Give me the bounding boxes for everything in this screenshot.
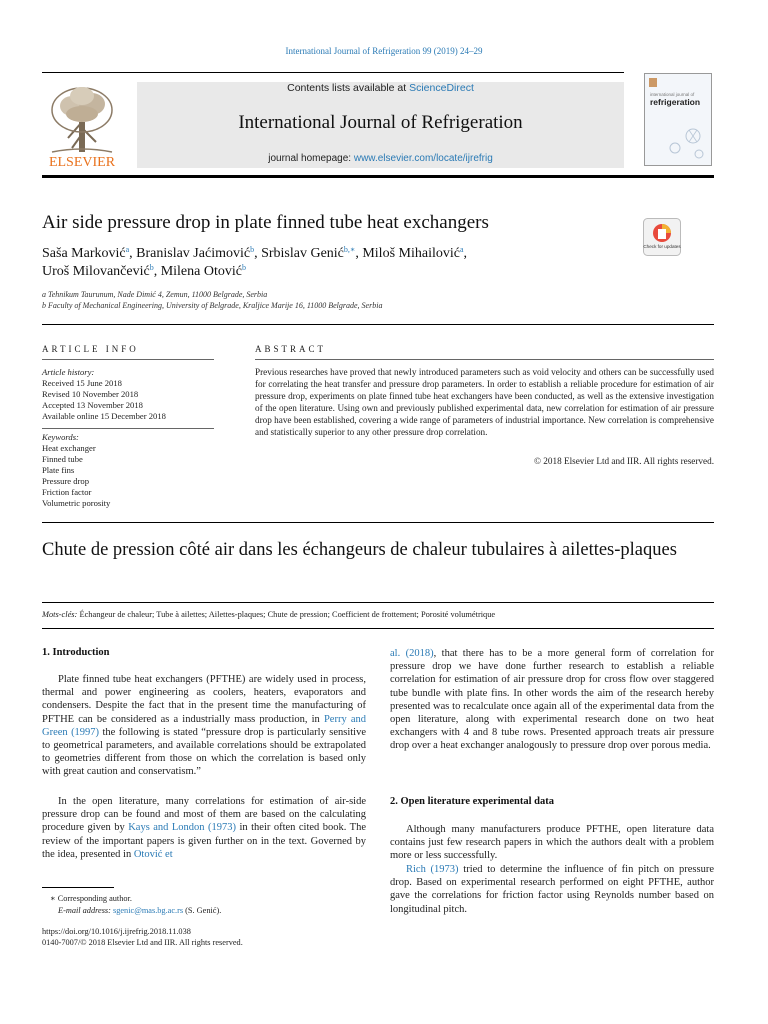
section-1-heading: 1. Introduction — [42, 647, 110, 658]
intro-paragraph-continued: al. (2018), that there has to be a more general form of correlation for pressure drop we have done further research to establish a reliable correlation for estimation of air pressure drop for cross flow over staggered tube bundle with plate fins. In other words the aim of the research hereby presented was to recalculate once again all of the experimental data from the open literature, along with experimental research done on two heat exchangers with 4 and 8 tube rows. Presented approach treats air pressure drop over a heat exchanger analogously to pressure drop over porous media. — [390, 648, 714, 752]
authors-line-2: Uroš Milovančević$^b$, Milena Otović$^b$ — [42, 263, 246, 279]
sciencedirect-link[interactable]: ScienceDirect — [409, 82, 474, 94]
check-for-updates-button[interactable] — [643, 218, 681, 256]
elsevier-logo[interactable] — [42, 82, 122, 168]
french-title: Chute de pression côté air dans les échangeurs de chaleur tubulaires à ailettes-plaques — [42, 540, 677, 560]
section-2-paragraph-2: Rich (1973) tried to determine the influence of fin pitch on pressure drop. Based on experimental research performed on eight PFTHE, author gave the correlations for friction factor using Reynolds number based on longitudinal pitch. — [390, 864, 715, 915]
keyword: Friction factor — [42, 487, 92, 497]
journal-cover-thumbnail[interactable] — [644, 73, 712, 166]
crossmark-label: Check for updates — [643, 244, 681, 249]
crossmark-icon — [643, 218, 681, 256]
divider — [255, 359, 714, 360]
author[interactable]: Uroš Milovančević$^b$ — [42, 263, 154, 279]
keyword: Volumetric porosity — [42, 498, 111, 508]
divider — [42, 522, 714, 523]
article-title: Air side pressure drop in plate finned tube heat exchangers — [42, 212, 489, 233]
homepage-link[interactable]: www.elsevier.com/locate/ijrefrig — [353, 153, 493, 164]
homepage-line — [137, 153, 624, 164]
available-date: Available online 15 December 2018 — [42, 411, 166, 421]
journal-banner — [137, 82, 624, 168]
footnote-rule — [42, 887, 114, 888]
affiliation-a: a Tehnikum Taurunum, Nade Dimić 4, Zemun, 11000 Belgrade, Serbia — [42, 290, 268, 299]
received-date: Received 15 June 2018 — [42, 378, 122, 388]
homepage-prefix: journal homepage: — [268, 153, 354, 164]
citation-link[interactable]: Rich (1973) — [406, 864, 459, 875]
divider — [42, 324, 714, 325]
intro-paragraph-1: Plate finned tube heat exchangers (PFTHE) are widely used in process, thermal and power engineering as coolers, heaters, evaporators and condensers. Despite the fact that in the present time the manufacturing of PFTHE can be considered as a industrially mass production, in Perry and Green (1997) the following is stated “pressure drop is particularly sensitive to geometrical parameters, and available correlations should be extrapolated to geometries different from those on which the correlation is based only with great caution and conservatism.” — [42, 674, 366, 778]
citation-link[interactable]: al. (2018) — [390, 648, 434, 659]
french-keywords — [42, 610, 495, 619]
doi-link[interactable]: https://doi.org/10.1016/j.ijrefrig.2018.11.038 — [42, 927, 191, 936]
mots-cles-label: Mots-clés: — [42, 610, 78, 619]
keyword: Pressure drop — [42, 476, 90, 486]
top-rule — [42, 72, 624, 73]
email-note: E-mail address: sgenic@mas.bg.ac.rs (S. Genić). — [58, 906, 222, 915]
author[interactable]: Branislav Jaćimović$^b$ — [136, 245, 255, 261]
elsevier-tree-icon — [42, 82, 122, 168]
journal-reference[interactable]: International Journal of Refrigeration 99 (2019) 24–29 — [285, 46, 483, 56]
section-2-heading: 2. Open literature experimental data — [390, 796, 554, 807]
keywords-label: Keywords: — [42, 432, 79, 442]
intro-paragraph-2: In the open literature, many correlations for estimation of air-side pressure drop can be found and most of them are based on the calculating procedure given by Kays and London (1973) in their often cited book. The review of the important papers is given further on in the text. Governed by the idea, presented in Otović et — [42, 796, 366, 860]
abstract-heading: ABSTRACT — [255, 344, 327, 354]
cover-title: refrigeration — [650, 97, 701, 107]
citation-link[interactable]: Otović et — [133, 848, 173, 860]
accepted-date: Accepted 13 November 2018 — [42, 400, 143, 410]
author[interactable]: Srbislav Genić$^{b,∗}$ — [261, 245, 356, 261]
contents-prefix: Contents lists available at — [287, 82, 410, 94]
abstract-text: Previous researches have proved that newly introduced parameters such as void velocity and others can be successfully used for correlating the heat transfer and pressure drop parameters. In order to establish a reliable procedure for estimation of air pressure drop, experiments on plate finned tube heat exchangers have been conducted, as well as the extensive investigation of the open literature. Using own and previously published experimental data, new correlation for estimation of air pressure drop have been established, covering a wide range of parameters of industrial importance. New correlation is comprehensive and statistically superior to any other pressure drop correlation. — [255, 367, 714, 438]
cover-image — [645, 74, 711, 165]
section-2-paragraph-1: Although many manufacturers produce PFTHE, open literature data contains just few research papers in which the authors dealt with a problem more or less successfully. — [390, 824, 714, 862]
issn-line: 0140-7007/© 2018 Elsevier Ltd and IIR. All rights reserved. — [42, 938, 243, 947]
author[interactable]: Milena Otović$^b$ — [160, 263, 246, 279]
divider — [42, 359, 214, 360]
cover-subtitle: international journal of — [650, 92, 695, 97]
keyword: Finned tube — [42, 454, 83, 464]
mots-cles-list: Échangeur de chaleur; Tube à ailettes; Ailettes-plaques; Chute de pression; Coefficient de frottement; Porosité volumétrique — [77, 610, 496, 619]
author[interactable]: Miloš Mihailović$^a$ — [362, 245, 464, 261]
journal-name: International Journal of Refrigeration — [238, 112, 523, 133]
contents-line — [137, 82, 624, 94]
history-label: Article history: — [42, 367, 95, 377]
keyword: Plate fins — [42, 465, 75, 475]
divider — [42, 428, 214, 429]
elsevier-wordmark: ELSEVIER — [48, 155, 116, 168]
abstract-copyright: © 2018 Elsevier Ltd and IIR. All rights reserved. — [534, 456, 714, 466]
corresponding-author-note: ∗ Corresponding author. — [50, 894, 132, 903]
divider — [42, 628, 714, 629]
affiliation-b: b Faculty of Mechanical Engineering, University of Belgrade, Kraljice Marije 16, 11000 Belgrade, Serbia — [42, 301, 383, 310]
citation-link[interactable]: Perry and Green (1997) — [42, 713, 366, 738]
divider — [42, 602, 714, 603]
header-thick-rule — [42, 175, 714, 178]
author[interactable]: Saša Marković$^a$ — [42, 245, 130, 261]
revised-date: Revised 10 November 2018 — [42, 389, 139, 399]
article-info-heading: ARTICLE INFO — [42, 344, 139, 354]
citation-link[interactable]: Kays and London (1973) — [128, 822, 237, 834]
authors-line-1: Saša Marković$^a$, Branislav Jaćimović$^b$, Srbislav Genić$^{b,∗}$, Miloš Mihailović$^a$, — [42, 245, 468, 261]
keyword: Heat exchanger — [42, 443, 96, 453]
email-link[interactable]: sgenic@mas.bg.ac.rs — [113, 906, 184, 915]
